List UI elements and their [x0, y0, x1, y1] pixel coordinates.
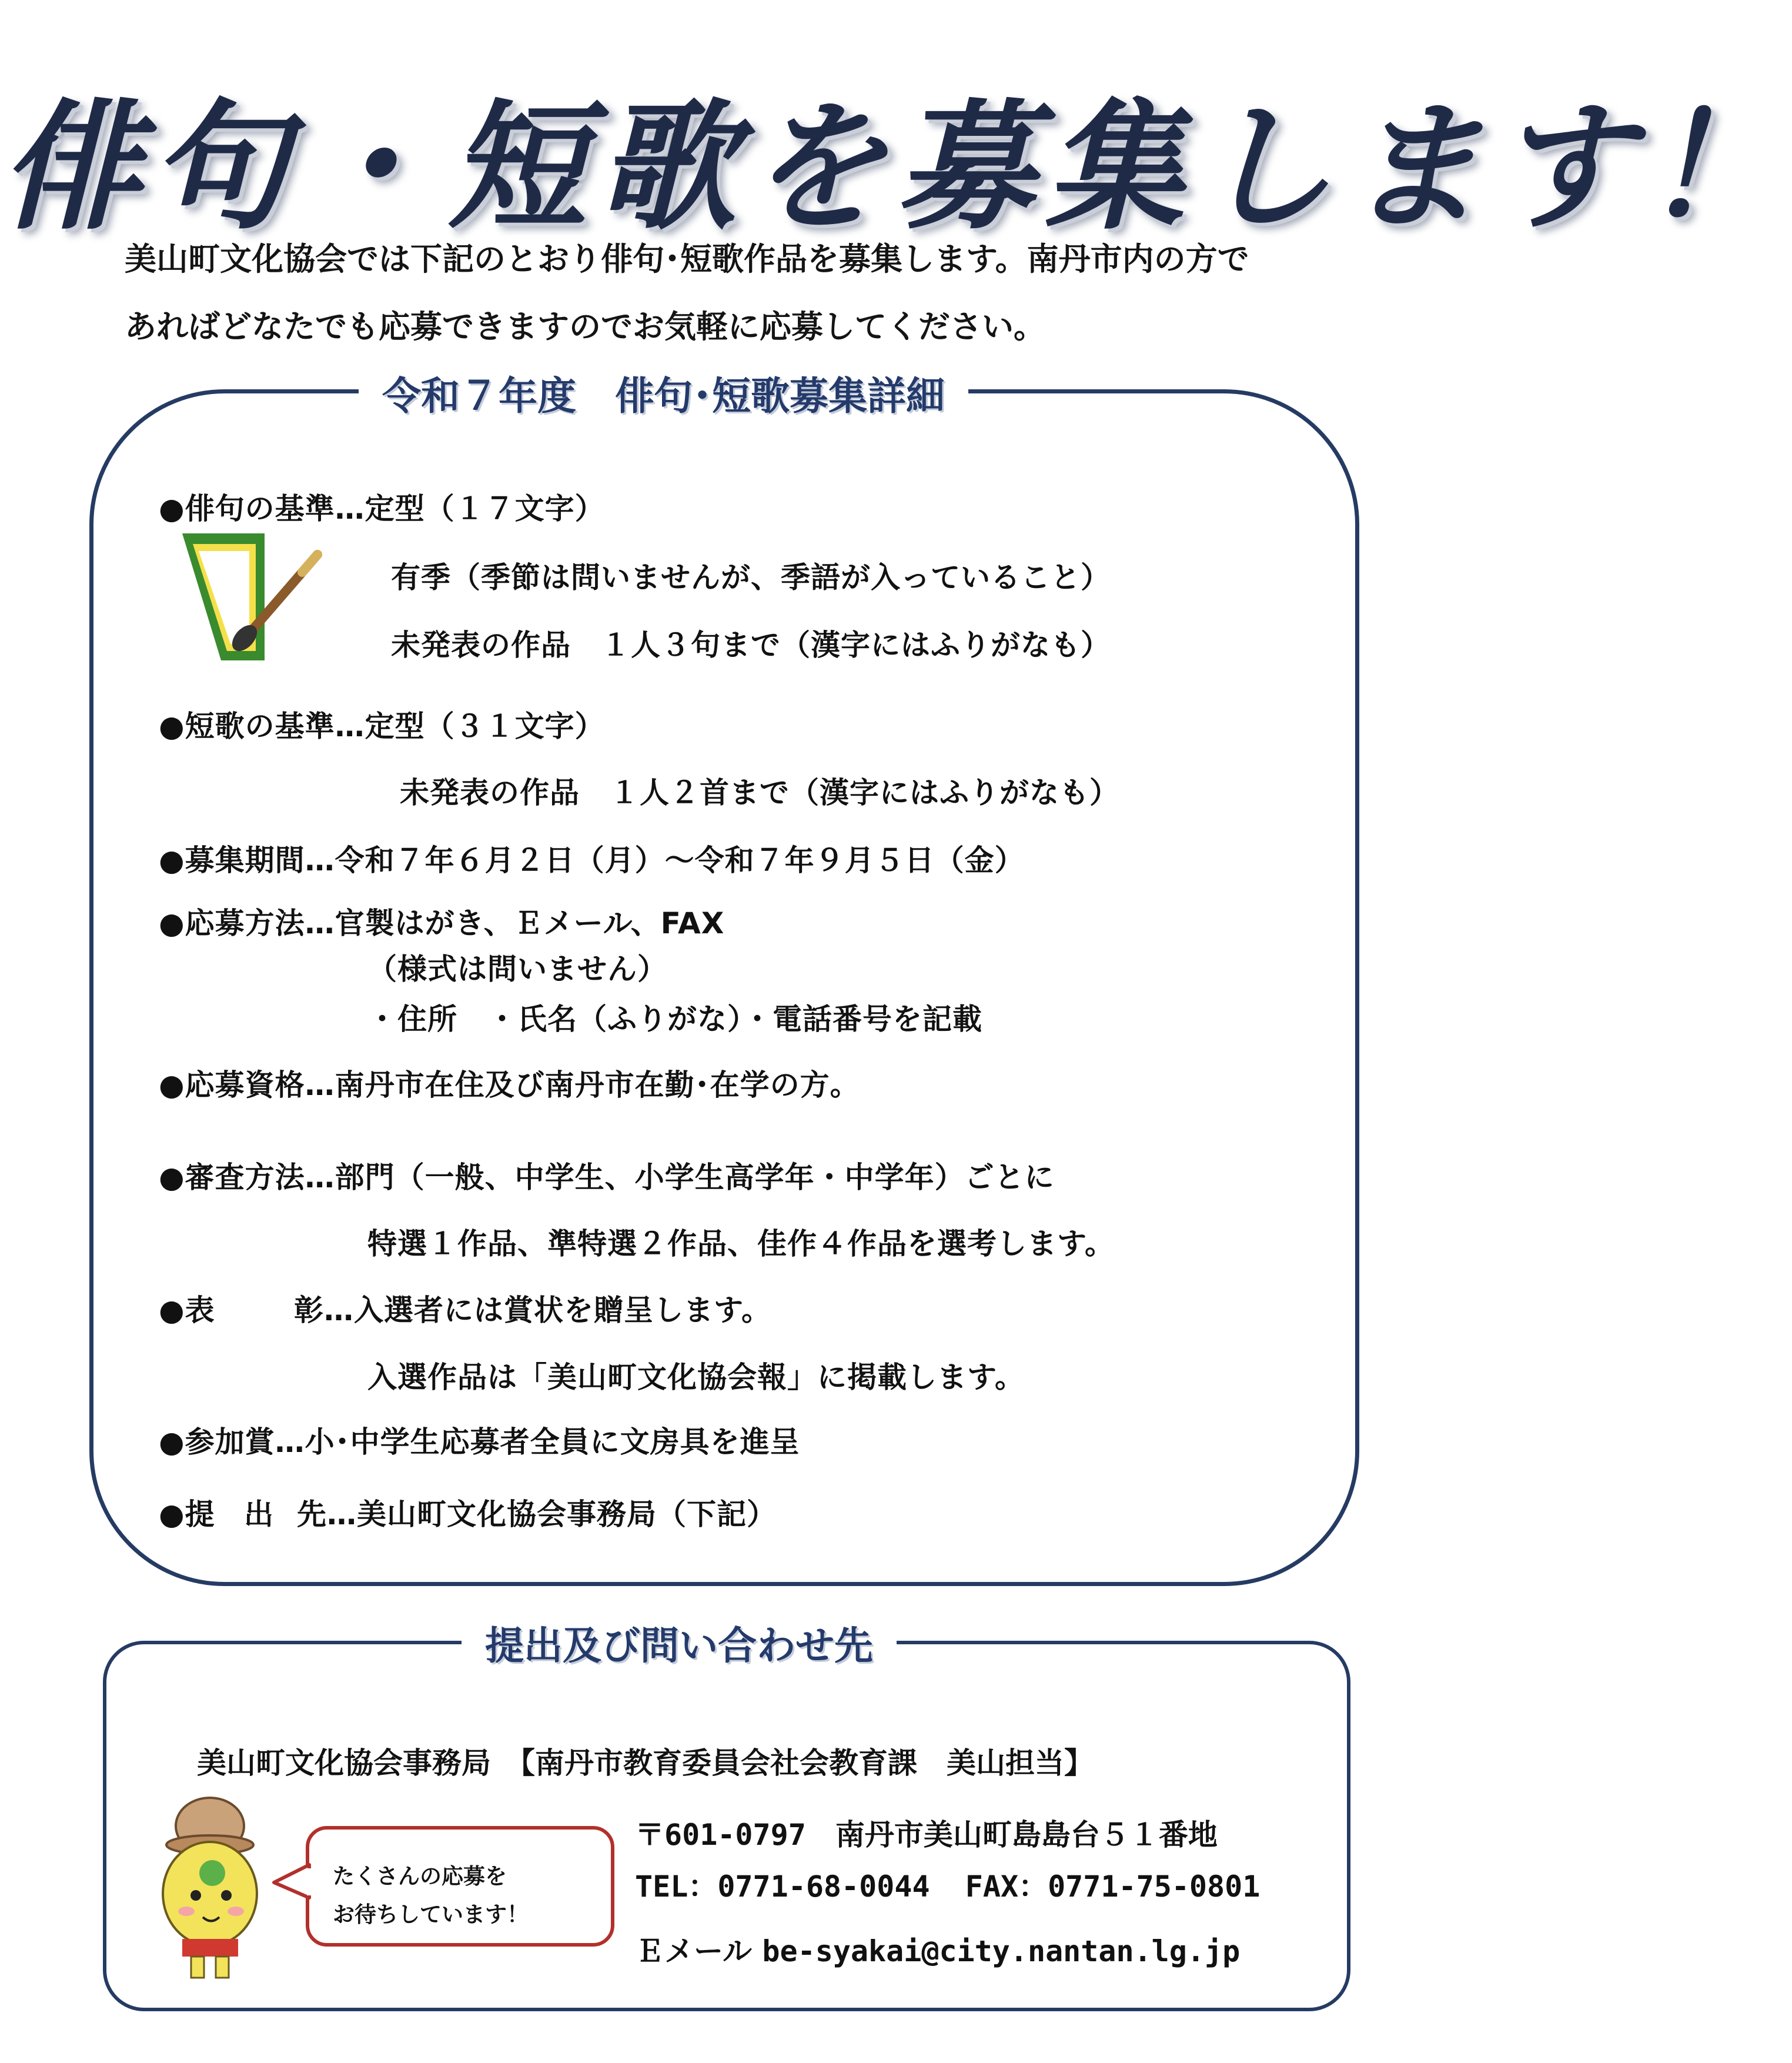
submit-label-a: ●提: [159, 1497, 215, 1531]
application-method-label: ●応募方法…官製はがき、Ｅメール、FAX: [159, 906, 725, 940]
application-period: ●募集期間…令和７年６月２日（月）～令和７年９月５日（金）: [159, 843, 1025, 877]
contact-email: [635, 1928, 1240, 1970]
award-label-prefix: ●表: [159, 1293, 215, 1327]
fax-label: FAX：: [965, 1870, 1048, 1904]
tanka-criteria-unpublished: 未発表の作品 １人２首まで（漢字にはふりがなも）: [400, 776, 1119, 810]
haiku-criteria-season: 有季（季節は問いませんが、季語が入っていること）: [391, 560, 1111, 595]
judging-method-label: ●審査方法…部門（一般、中学生、小学生高学年・中学年）ごとに: [159, 1160, 1055, 1194]
bubble-text-line-1: たくさんの応募を: [333, 1864, 507, 1889]
bubble-text-line-2: お待ちしています！: [333, 1902, 529, 1927]
intro-line-1: 美山町文化協会では下記のとおり俳句･短歌作品を募集します。南丹市内の方で: [125, 241, 1249, 278]
fax-number: 0771-75-0801: [1048, 1870, 1261, 1904]
eligibility: ●応募資格…南丹市在住及び南丹市在勤･在学の方。: [159, 1068, 860, 1102]
mascot-character-icon: [150, 1791, 273, 1985]
contact-phone-fax: [635, 1863, 1260, 1905]
tel-number: 0771-68-0044: [717, 1870, 930, 1904]
brush-scroll-icon: [176, 526, 353, 667]
contact-address: 〒601-0797 南丹市美山町島島台５１番地: [635, 1818, 1218, 1852]
application-method-required: ・住所 ・氏名（ふりがな）・電話番号を記載: [367, 1002, 982, 1036]
submit-label-b: 出: [244, 1497, 274, 1531]
participation-prize: ●参加賞…小･中学生応募者全員に文房具を進呈: [159, 1425, 800, 1459]
phone-spacer: [930, 1870, 965, 1904]
intro-line-2: あればどなたでも応募できますのでお気軽に応募してください。: [125, 308, 1045, 345]
application-method-format: （様式は問いません）: [367, 952, 667, 986]
contact-heading: 提出及び問い合わせ先: [462, 1614, 897, 1670]
details-heading: 令和７年度 俳句･短歌募集詳細: [359, 365, 968, 420]
page-title: 俳句・短歌を募集します！: [0, 85, 1792, 248]
email-spacer: [752, 1934, 762, 1968]
award-publication: 入選作品は「美山町文化協会報」に掲載します。: [367, 1360, 1025, 1394]
email-label: Ｅメール: [635, 1934, 752, 1968]
haiku-criteria-unpublished: 未発表の作品 １人３句まで（漢字にはふりがなも）: [391, 628, 1111, 662]
contact-organization: 美山町文化協会事務局 【南丹市教育委員会社会教育課 美山担当】: [197, 1746, 1094, 1780]
submit-destination: 先…美山町文化協会事務局（下記）: [297, 1497, 777, 1531]
judging-method-awards: 特選１作品、準特選２作品、佳作４作品を選考します。: [367, 1227, 1115, 1261]
speech-bubble-tail: [272, 1861, 310, 1902]
email-address: be-syakai@city.nantan.lg.jp: [762, 1934, 1241, 1968]
tel-label: TEL：: [635, 1870, 718, 1904]
haiku-criteria-label: ●俳句の基準…定型（１７文字）: [159, 492, 605, 526]
tanka-criteria-label: ●短歌の基準…定型（３１文字）: [159, 709, 605, 743]
award-label: 彰…入選者には賞状を贈呈します。: [294, 1293, 771, 1327]
